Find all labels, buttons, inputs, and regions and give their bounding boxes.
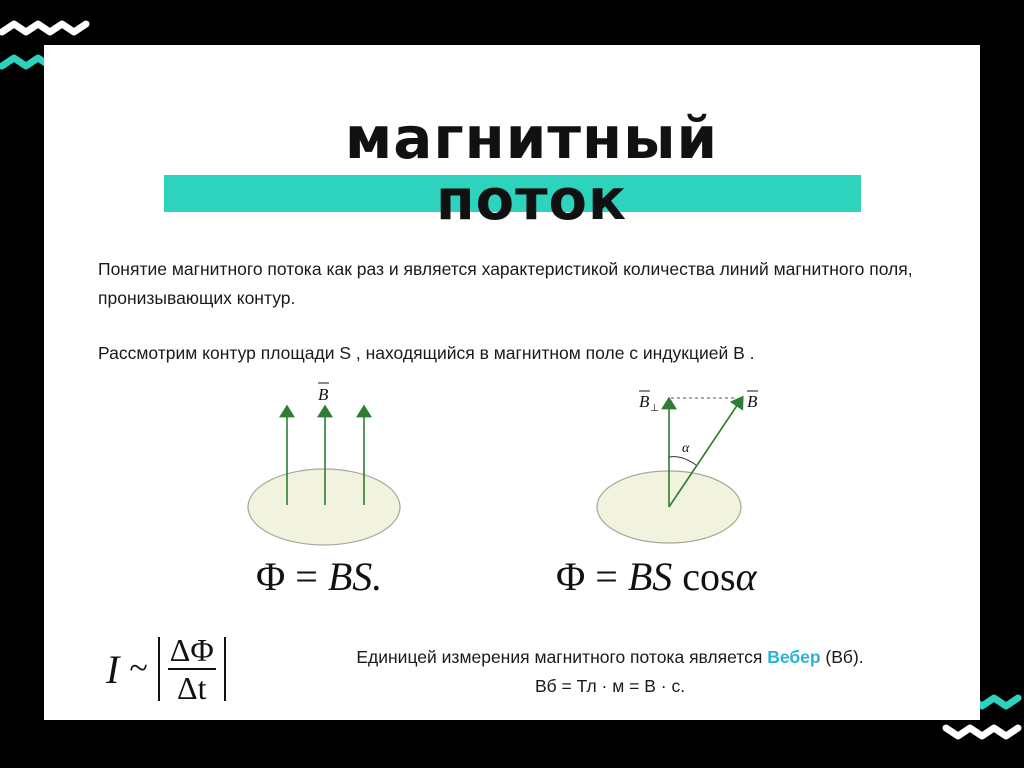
formula-numerator: ΔΦ (169, 632, 214, 668)
formula-induced-current (106, 632, 226, 706)
formula-alpha: α (735, 554, 757, 599)
unit-prefix: Единицей измерения магнитного потока является (356, 647, 768, 667)
contour-ellipse-left (248, 469, 400, 545)
paragraph-contour: Рассмотрим контур площади S , находящийся в магнитном поле с индукцией В . (98, 343, 755, 363)
formula-abs-fraction (158, 632, 226, 706)
formula-phi: Φ (556, 554, 586, 599)
unit-description (290, 643, 930, 701)
formula-denominator: Δt (176, 670, 207, 706)
weber-highlight: Вебер (767, 647, 821, 667)
formula-bs: BS (627, 554, 673, 599)
formula-flux-basic (256, 554, 383, 599)
formula-current-i: I (106, 646, 120, 692)
angle-arc (669, 457, 696, 465)
formula-flux-cos (556, 554, 757, 599)
formula-phi: Φ (256, 554, 286, 599)
perp-subscript: ⊥ (650, 403, 659, 414)
formula-equals: = (585, 554, 628, 599)
formula-proportional: ~ (129, 650, 148, 687)
alpha-label: α (682, 441, 690, 456)
formula-equals: = (285, 554, 328, 599)
slide (44, 45, 980, 720)
unit-line-2: Вб = Тл · м = В · с. (534, 676, 686, 696)
formula-bs: BS. (327, 554, 383, 599)
vector-b-perp-label: B (639, 392, 650, 411)
unit-line-1 (290, 643, 930, 672)
paragraph-definition: Понятие магнитного потока как раз и является характеристикой количества линий магнитного поля, пронизывающих контур. (98, 259, 913, 308)
unit-suffix: (Вб). (820, 647, 864, 667)
flux-diagrams (44, 45, 980, 605)
title-line-2: поток (435, 168, 628, 233)
vector-b-label-left: B (318, 385, 329, 404)
formula-cos: cos (672, 554, 736, 599)
title-line-1: магнитный (344, 104, 719, 172)
vector-b-label-right: B (747, 392, 758, 411)
